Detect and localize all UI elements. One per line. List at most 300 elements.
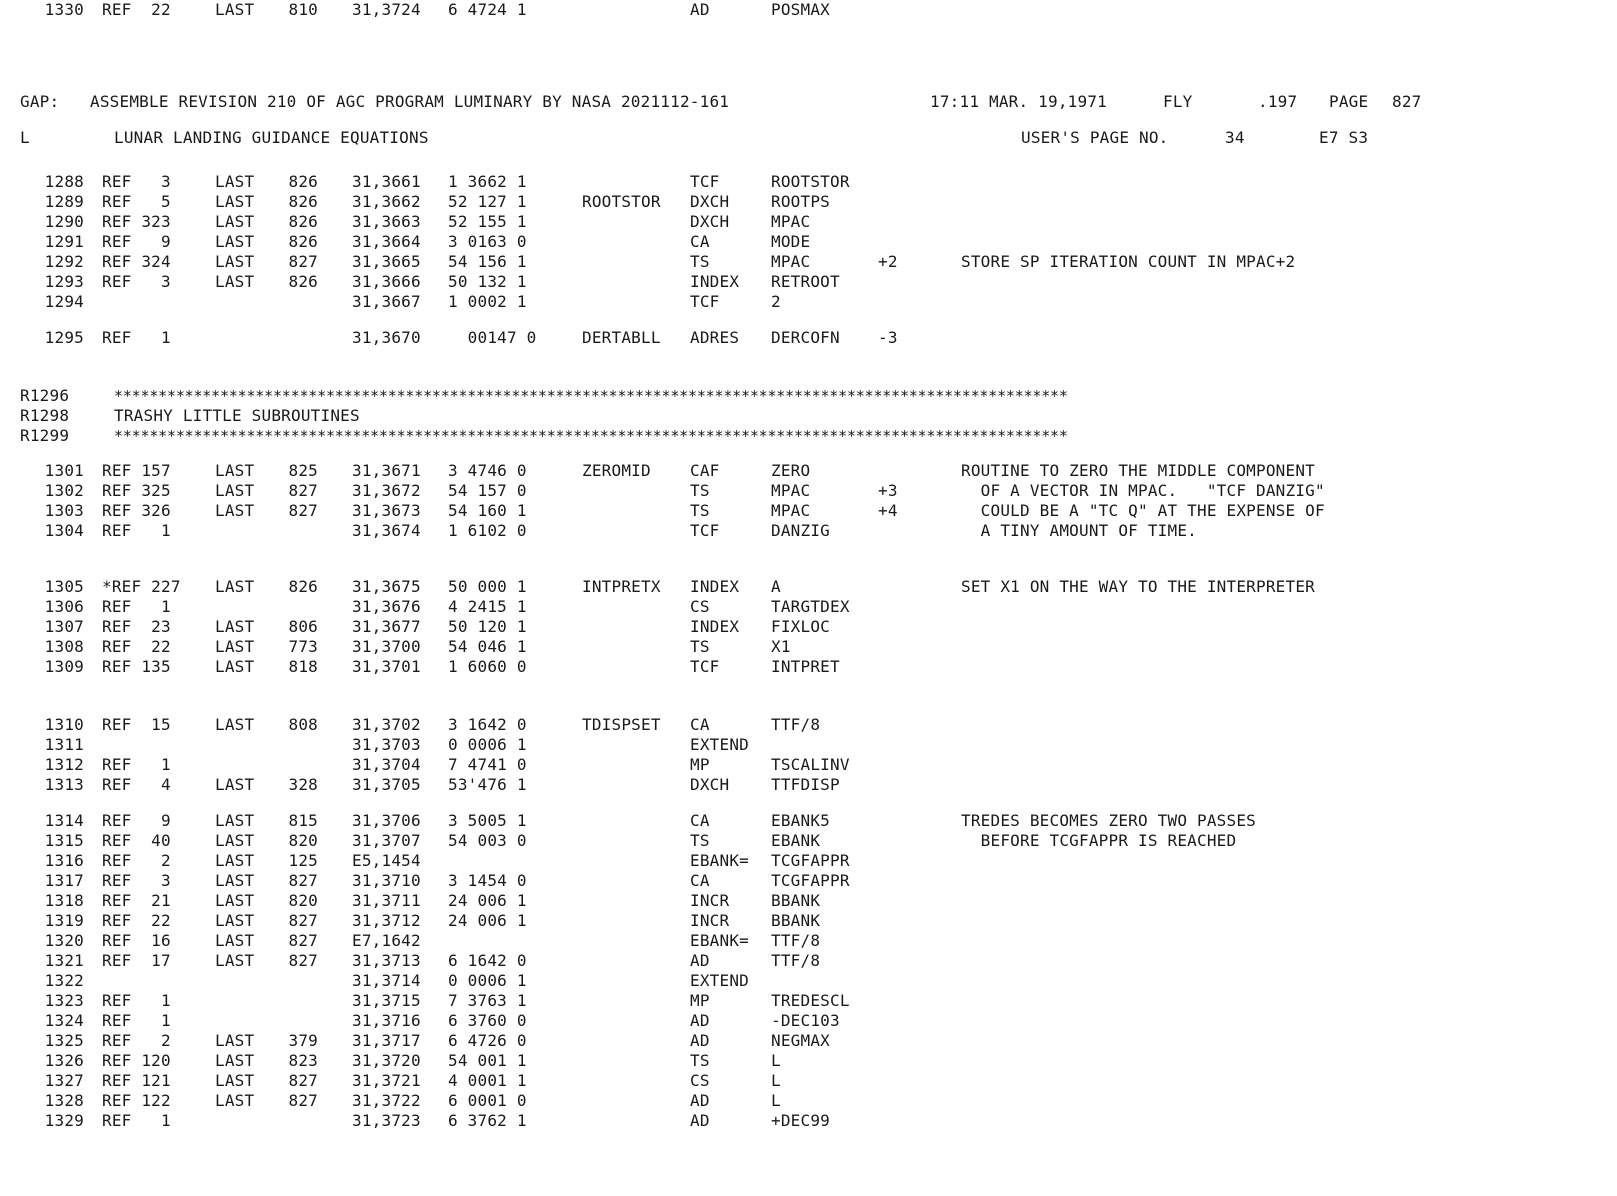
last-page: 773 bbox=[288, 637, 318, 656]
last-label: LAST bbox=[215, 811, 255, 830]
listing-line bbox=[0, 715, 1617, 735]
last-label: LAST bbox=[215, 637, 255, 656]
operand: -DEC103 bbox=[771, 1011, 840, 1030]
last-label: LAST bbox=[215, 657, 255, 676]
address: 31,3666 bbox=[352, 272, 421, 291]
opcode: CS bbox=[690, 1071, 710, 1090]
line-number: 1311 bbox=[44, 735, 84, 754]
last-page: 826 bbox=[288, 272, 318, 291]
ref-count: REF 1 bbox=[102, 1111, 171, 1130]
comment: SET X1 ON THE WAY TO THE INTERPRETER bbox=[961, 577, 1315, 596]
last-label: LAST bbox=[215, 851, 255, 870]
last-page: 826 bbox=[288, 232, 318, 251]
address: 31,3662 bbox=[352, 192, 421, 211]
opcode: TS bbox=[690, 637, 710, 656]
comment: BEFORE TCGFAPPR IS REACHED bbox=[961, 831, 1237, 850]
line-number: 1320 bbox=[44, 931, 84, 950]
last-label: LAST bbox=[215, 891, 255, 910]
remark-text: TRASHY LITTLE SUBROUTINES bbox=[114, 406, 360, 425]
object-code: 54 046 1 bbox=[448, 637, 527, 656]
ref-count: REF 5 bbox=[102, 192, 171, 211]
object-code: 1 3662 1 bbox=[448, 172, 527, 191]
listing-line bbox=[0, 597, 1617, 617]
opcode: TS bbox=[690, 481, 710, 500]
comment: COULD BE A "TC Q" AT THE EXPENSE OF bbox=[961, 501, 1325, 520]
operand: +DEC99 bbox=[771, 1111, 830, 1130]
line-number: 1329 bbox=[44, 1111, 84, 1130]
comment: ROUTINE TO ZERO THE MIDDLE COMPONENT bbox=[961, 461, 1315, 480]
ref-count: REF 326 bbox=[102, 501, 171, 520]
object-code: 52 127 1 bbox=[448, 192, 527, 211]
listing-line bbox=[0, 871, 1617, 891]
ref-count: REF 122 bbox=[102, 1091, 171, 1110]
listing-line bbox=[0, 637, 1617, 657]
operand: NEGMAX bbox=[771, 1031, 830, 1050]
listing-line bbox=[0, 0, 1617, 20]
address: 31,3664 bbox=[352, 232, 421, 251]
remark-number: R1296 bbox=[20, 386, 70, 405]
operand: ZERO bbox=[771, 461, 811, 480]
operand: BBANK bbox=[771, 911, 821, 930]
address: E5,1454 bbox=[352, 851, 421, 870]
opcode: INCR bbox=[690, 911, 730, 930]
operand: RETROOT bbox=[771, 272, 840, 291]
listing-date: 17:11 MAR. 19,1971 bbox=[930, 92, 1107, 111]
operand: TTF/8 bbox=[771, 951, 821, 970]
line-number: 1294 bbox=[44, 292, 84, 311]
last-label: LAST bbox=[215, 481, 255, 500]
listing-line bbox=[0, 735, 1617, 755]
line-number: 1304 bbox=[44, 521, 84, 540]
opcode: EXTEND bbox=[690, 735, 749, 754]
operand: MPAC bbox=[771, 501, 811, 520]
symbol-label: DERTABLL bbox=[582, 328, 661, 347]
listing-line bbox=[0, 192, 1617, 212]
last-label: LAST bbox=[215, 461, 255, 480]
object-code: 6 3762 1 bbox=[448, 1111, 527, 1130]
line-number: 1289 bbox=[44, 192, 84, 211]
object-code: 3 4746 0 bbox=[448, 461, 527, 480]
operand: L bbox=[771, 1051, 781, 1070]
ref-count: REF 17 bbox=[102, 951, 171, 970]
last-label: LAST bbox=[215, 0, 255, 19]
opcode: DXCH bbox=[690, 212, 730, 231]
line-number: 1292 bbox=[44, 252, 84, 271]
last-page: 808 bbox=[288, 715, 318, 734]
ref-count: REF 22 bbox=[102, 0, 171, 19]
address: 31,3667 bbox=[352, 292, 421, 311]
opcode: CA bbox=[690, 715, 710, 734]
operand: MODE bbox=[771, 232, 811, 251]
address: 31,3677 bbox=[352, 617, 421, 636]
operand: TREDESCL bbox=[771, 991, 850, 1010]
page-title: ASSEMBLE REVISION 210 OF AGC PROGRAM LUMINARY BY NASA 2021112-161 bbox=[90, 92, 730, 111]
ref-count: REF 135 bbox=[102, 657, 171, 676]
ref-count: REF 1 bbox=[102, 1011, 171, 1030]
object-code: 0 0006 1 bbox=[448, 735, 527, 754]
users-page-number: 34 bbox=[1225, 128, 1245, 147]
object-code: 3 0163 0 bbox=[448, 232, 527, 251]
object-code: 6 3760 0 bbox=[448, 1011, 527, 1030]
opcode: TCF bbox=[690, 521, 720, 540]
listing-line bbox=[0, 501, 1617, 521]
object-code: 24 006 1 bbox=[448, 911, 527, 930]
ref-count: REF 3 bbox=[102, 871, 171, 890]
ref-count: REF 22 bbox=[102, 911, 171, 930]
line-number: 1307 bbox=[44, 617, 84, 636]
remark-line bbox=[0, 406, 1617, 426]
header-line bbox=[0, 92, 1617, 112]
object-code: 1 6102 0 bbox=[448, 521, 527, 540]
operand: BBANK bbox=[771, 891, 821, 910]
address: 31,3665 bbox=[352, 252, 421, 271]
comment: TREDES BECOMES ZERO TWO PASSES bbox=[961, 811, 1256, 830]
listing-line bbox=[0, 172, 1617, 192]
address: 31,3676 bbox=[352, 597, 421, 616]
ref-count: REF 121 bbox=[102, 1071, 171, 1090]
listing-line bbox=[0, 991, 1617, 1011]
last-label: LAST bbox=[215, 715, 255, 734]
operand: L bbox=[771, 1091, 781, 1110]
ref-count: REF 2 bbox=[102, 1031, 171, 1050]
object-code: 7 4741 0 bbox=[448, 755, 527, 774]
line-number: 1324 bbox=[44, 1011, 84, 1030]
listing-line bbox=[0, 1111, 1617, 1131]
remark-number: R1299 bbox=[20, 426, 70, 445]
symbol-label: ZEROMID bbox=[582, 461, 651, 480]
last-page: 820 bbox=[288, 891, 318, 910]
object-code: 3 1642 0 bbox=[448, 715, 527, 734]
operand: MPAC bbox=[771, 212, 811, 231]
last-page: 379 bbox=[288, 1031, 318, 1050]
opcode: MP bbox=[690, 991, 710, 1010]
operand: DANZIG bbox=[771, 521, 830, 540]
operand: TTF/8 bbox=[771, 715, 821, 734]
line-number: 1315 bbox=[44, 831, 84, 850]
opcode: DXCH bbox=[690, 192, 730, 211]
object-code: 6 1642 0 bbox=[448, 951, 527, 970]
last-page: 827 bbox=[288, 501, 318, 520]
address: 31,3712 bbox=[352, 911, 421, 930]
separator-stars: ************************************************************************************************************ bbox=[114, 387, 1068, 405]
symbol-label: INTPRETX bbox=[582, 577, 661, 596]
ref-count: REF 15 bbox=[102, 715, 171, 734]
ref-count: *REF 227 bbox=[102, 577, 181, 596]
ref-count: REF 324 bbox=[102, 252, 171, 271]
last-label: LAST bbox=[215, 1071, 255, 1090]
last-label: LAST bbox=[215, 1051, 255, 1070]
operand: ROOTPS bbox=[771, 192, 830, 211]
line-number: 1308 bbox=[44, 637, 84, 656]
opcode: AD bbox=[690, 0, 710, 19]
line-number: 1291 bbox=[44, 232, 84, 251]
address: 31,3711 bbox=[352, 891, 421, 910]
address: 31,3663 bbox=[352, 212, 421, 231]
operand: TCGFAPPR bbox=[771, 871, 850, 890]
operand: TSCALINV bbox=[771, 755, 850, 774]
last-page: 820 bbox=[288, 831, 318, 850]
line-number: 1316 bbox=[44, 851, 84, 870]
object-code: 6 4726 0 bbox=[448, 1031, 527, 1050]
listing-line bbox=[0, 831, 1617, 851]
last-page: 125 bbox=[288, 851, 318, 870]
opcode: TCF bbox=[690, 172, 720, 191]
listing-line bbox=[0, 232, 1617, 252]
ref-count: REF 9 bbox=[102, 811, 171, 830]
listing-line bbox=[0, 1071, 1617, 1091]
address: 31,3707 bbox=[352, 831, 421, 850]
object-code: 4 0001 1 bbox=[448, 1071, 527, 1090]
last-page: 328 bbox=[288, 775, 318, 794]
object-code: 0 0006 1 bbox=[448, 971, 527, 990]
comment: STORE SP ITERATION COUNT IN MPAC+2 bbox=[961, 252, 1296, 271]
line-number: 1328 bbox=[44, 1091, 84, 1110]
listing-line bbox=[0, 1031, 1617, 1051]
last-page: 826 bbox=[288, 577, 318, 596]
ref-count: REF 157 bbox=[102, 461, 171, 480]
listing-line bbox=[0, 481, 1617, 501]
last-label: LAST bbox=[215, 775, 255, 794]
opcode: TS bbox=[690, 252, 710, 271]
opcode: TCF bbox=[690, 292, 720, 311]
operand-modifier: +3 bbox=[878, 481, 898, 500]
last-page: 806 bbox=[288, 617, 318, 636]
last-label: LAST bbox=[215, 911, 255, 930]
line-number: 1295 bbox=[44, 328, 84, 347]
listing-line bbox=[0, 292, 1617, 312]
fly-label: FLY bbox=[1163, 92, 1193, 111]
listing-line bbox=[0, 1011, 1617, 1031]
last-label: LAST bbox=[215, 577, 255, 596]
listing-line bbox=[0, 1091, 1617, 1111]
address: 31,3713 bbox=[352, 951, 421, 970]
line-number: 1312 bbox=[44, 755, 84, 774]
operand: TCGFAPPR bbox=[771, 851, 850, 870]
ref-count: REF 325 bbox=[102, 481, 171, 500]
line-number: 1301 bbox=[44, 461, 84, 480]
opcode: DXCH bbox=[690, 775, 730, 794]
operand: TARGTDEX bbox=[771, 597, 850, 616]
opcode: CA bbox=[690, 871, 710, 890]
log-marker: L bbox=[20, 128, 30, 147]
opcode: CA bbox=[690, 232, 710, 251]
last-label: LAST bbox=[215, 501, 255, 520]
object-code: 54 160 1 bbox=[448, 501, 527, 520]
operand-modifier: +4 bbox=[878, 501, 898, 520]
address: 31,3672 bbox=[352, 481, 421, 500]
listing-line bbox=[0, 891, 1617, 911]
fly-number: .197 bbox=[1258, 92, 1298, 111]
listing-line bbox=[0, 971, 1617, 991]
operand: INTPRET bbox=[771, 657, 840, 676]
opcode: AD bbox=[690, 1011, 710, 1030]
last-label: LAST bbox=[215, 931, 255, 950]
listing-line bbox=[0, 811, 1617, 831]
comment: OF A VECTOR IN MPAC. "TCF DANZIG" bbox=[961, 481, 1325, 500]
line-number: 1325 bbox=[44, 1031, 84, 1050]
last-label: LAST bbox=[215, 272, 255, 291]
address: 31,3722 bbox=[352, 1091, 421, 1110]
ref-count: REF 21 bbox=[102, 891, 171, 910]
operand: 2 bbox=[771, 292, 781, 311]
section-title: LUNAR LANDING GUIDANCE EQUATIONS bbox=[114, 128, 429, 147]
address: 31,3721 bbox=[352, 1071, 421, 1090]
listing-line bbox=[0, 272, 1617, 292]
object-code: 54 001 1 bbox=[448, 1051, 527, 1070]
object-code: 7 3763 1 bbox=[448, 991, 527, 1010]
address: 31,3700 bbox=[352, 637, 421, 656]
listing-line bbox=[0, 328, 1617, 348]
last-page: 826 bbox=[288, 212, 318, 231]
remark-number: R1298 bbox=[20, 406, 70, 425]
address: 31,3710 bbox=[352, 871, 421, 890]
gap-label: GAP: bbox=[20, 92, 60, 111]
line-number: 1293 bbox=[44, 272, 84, 291]
listing-line bbox=[0, 851, 1617, 871]
listing-line bbox=[0, 775, 1617, 795]
line-number: 1306 bbox=[44, 597, 84, 616]
address: 31,3704 bbox=[352, 755, 421, 774]
opcode: CA bbox=[690, 811, 710, 830]
symbol-label: TDISPSET bbox=[582, 715, 661, 734]
last-label: LAST bbox=[215, 871, 255, 890]
address: E7,1642 bbox=[352, 931, 421, 950]
object-code: 50 132 1 bbox=[448, 272, 527, 291]
line-number: 1330 bbox=[44, 0, 84, 19]
listing-line bbox=[0, 931, 1617, 951]
operand: EBANK bbox=[771, 831, 821, 850]
symbol-label: ROOTSTOR bbox=[582, 192, 661, 211]
line-number: 1309 bbox=[44, 657, 84, 676]
operand: ROOTSTOR bbox=[771, 172, 850, 191]
line-number: 1326 bbox=[44, 1051, 84, 1070]
opcode: TS bbox=[690, 501, 710, 520]
object-code: 52 155 1 bbox=[448, 212, 527, 231]
opcode: AD bbox=[690, 951, 710, 970]
listing-line bbox=[0, 461, 1617, 481]
bank-code: E7 S3 bbox=[1319, 128, 1369, 147]
opcode: TS bbox=[690, 831, 710, 850]
opcode: MP bbox=[690, 755, 710, 774]
object-code: 1 6060 0 bbox=[448, 657, 527, 676]
opcode: TS bbox=[690, 1051, 710, 1070]
line-number: 1327 bbox=[44, 1071, 84, 1090]
address: 31,3706 bbox=[352, 811, 421, 830]
address: 31,3673 bbox=[352, 501, 421, 520]
last-page: 825 bbox=[288, 461, 318, 480]
line-number: 1322 bbox=[44, 971, 84, 990]
listing-line bbox=[0, 577, 1617, 597]
opcode: TCF bbox=[690, 657, 720, 676]
last-page: 827 bbox=[288, 252, 318, 271]
opcode: CS bbox=[690, 597, 710, 616]
line-number: 1303 bbox=[44, 501, 84, 520]
listing-line bbox=[0, 212, 1617, 232]
ref-count: REF 1 bbox=[102, 328, 171, 347]
object-code: 3 1454 0 bbox=[448, 871, 527, 890]
last-label: LAST bbox=[215, 1091, 255, 1110]
operand: MPAC bbox=[771, 481, 811, 500]
operand: FIXLOC bbox=[771, 617, 830, 636]
object-code: 3 5005 1 bbox=[448, 811, 527, 830]
operand: X1 bbox=[771, 637, 791, 656]
remark-line bbox=[0, 426, 1617, 446]
opcode: INDEX bbox=[690, 577, 740, 596]
ref-count: REF 16 bbox=[102, 931, 171, 950]
last-label: LAST bbox=[215, 252, 255, 271]
line-number: 1310 bbox=[44, 715, 84, 734]
address: 31,3661 bbox=[352, 172, 421, 191]
last-label: LAST bbox=[215, 831, 255, 850]
object-code: 24 006 1 bbox=[448, 891, 527, 910]
last-page: 827 bbox=[288, 931, 318, 950]
object-code: 54 003 0 bbox=[448, 831, 527, 850]
line-number: 1314 bbox=[44, 811, 84, 830]
last-label: LAST bbox=[215, 951, 255, 970]
operand: A bbox=[771, 577, 781, 596]
object-code: 50 000 1 bbox=[448, 577, 527, 596]
line-number: 1288 bbox=[44, 172, 84, 191]
operand-modifier: -3 bbox=[878, 328, 898, 347]
opcode: AD bbox=[690, 1111, 710, 1130]
opcode: INDEX bbox=[690, 272, 740, 291]
opcode: EXTEND bbox=[690, 971, 749, 990]
ref-count: REF 9 bbox=[102, 232, 171, 251]
address: 31,3716 bbox=[352, 1011, 421, 1030]
listing-line bbox=[0, 521, 1617, 541]
listing-line bbox=[0, 911, 1617, 931]
listing-line bbox=[0, 1051, 1617, 1071]
last-label: LAST bbox=[215, 192, 255, 211]
address: 31,3674 bbox=[352, 521, 421, 540]
ref-count: REF 2 bbox=[102, 851, 171, 870]
address: 31,3702 bbox=[352, 715, 421, 734]
operand: EBANK5 bbox=[771, 811, 830, 830]
opcode: AD bbox=[690, 1091, 710, 1110]
page-number: 827 bbox=[1392, 92, 1422, 111]
ref-count: REF 323 bbox=[102, 212, 171, 231]
users-page-label: USER'S PAGE NO. bbox=[1021, 128, 1169, 147]
ref-count: REF 1 bbox=[102, 597, 171, 616]
ref-count: REF 1 bbox=[102, 521, 171, 540]
separator-stars: ************************************************************************************************************ bbox=[114, 427, 1068, 445]
ref-count: REF 1 bbox=[102, 991, 171, 1010]
line-number: 1321 bbox=[44, 951, 84, 970]
address: 31,3715 bbox=[352, 991, 421, 1010]
object-code: 6 4724 1 bbox=[448, 0, 527, 19]
last-label: LAST bbox=[215, 172, 255, 191]
operand: POSMAX bbox=[771, 0, 830, 19]
last-page: 827 bbox=[288, 911, 318, 930]
address: 31,3705 bbox=[352, 775, 421, 794]
ref-count: REF 1 bbox=[102, 755, 171, 774]
last-page: 827 bbox=[288, 871, 318, 890]
line-number: 1313 bbox=[44, 775, 84, 794]
line-number: 1317 bbox=[44, 871, 84, 890]
last-page: 827 bbox=[288, 1071, 318, 1090]
last-page: 827 bbox=[288, 951, 318, 970]
address: 31,3724 bbox=[352, 0, 421, 19]
ref-count: REF 3 bbox=[102, 272, 171, 291]
opcode: AD bbox=[690, 1031, 710, 1050]
listing-line bbox=[0, 951, 1617, 971]
address: 31,3675 bbox=[352, 577, 421, 596]
comment: A TINY AMOUNT OF TIME. bbox=[961, 521, 1197, 540]
last-page: 818 bbox=[288, 657, 318, 676]
listing-line bbox=[0, 657, 1617, 677]
line-number: 1318 bbox=[44, 891, 84, 910]
operand-modifier: +2 bbox=[878, 252, 898, 271]
